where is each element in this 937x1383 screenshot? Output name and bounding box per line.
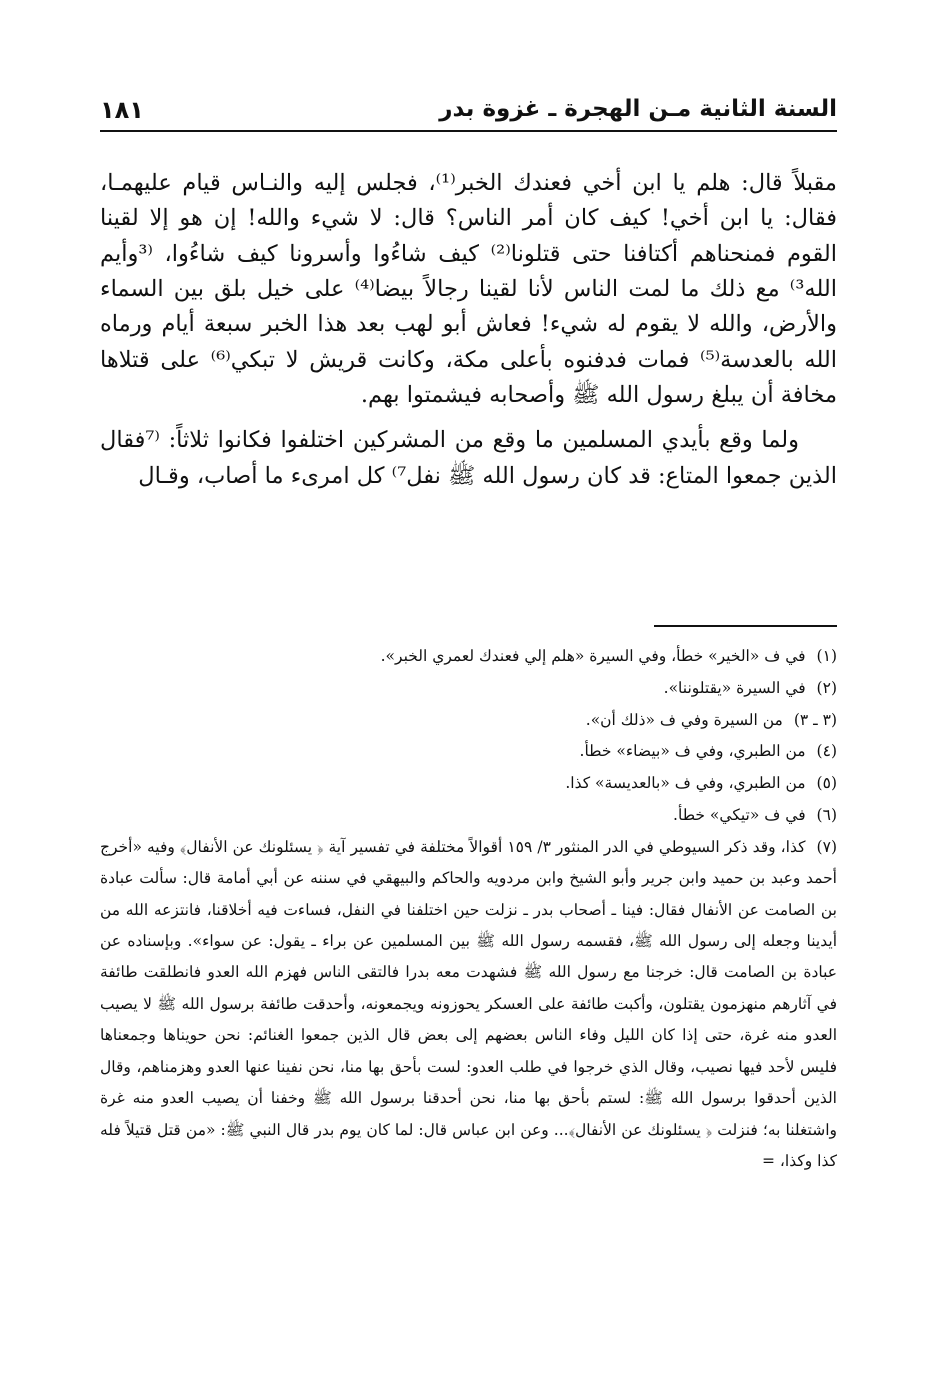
footnote-number: (٤) [816,742,837,761]
running-header [100,96,837,130]
header-divider [100,130,837,132]
footnote [100,800,837,832]
page-number: ١٨١ [100,96,144,124]
chapter-title: السنة الثانية مـن الهجرة ـ غزوة بدر [439,96,837,122]
footnote [100,832,837,1178]
footnote [100,705,837,737]
footnote-text: من الطبري، وفي ف «بالعديسة» كذا. [565,774,806,793]
main-text [100,166,837,494]
footnote-text: في ف «الخير» خطأ، وفي السيرة «هلم إلي فعندك لعمري الخبر». [380,647,806,665]
footnotes [100,641,837,1178]
footnote [100,673,837,705]
footnote-text: من الطبري، وفي ف «بيضاء» خطأ. [579,742,806,761]
paragraph: مقبلاً قال: هلم يا ابن أخي فعندك الخبر⁽¹⁾، فجلس إليه والنـاس قيام عليهمـا، فقال: يا ابن أخي! كيف كان أمر الناس؟ قال: لا شيء والله! إن هو إلا لقينا القوم فمنحناهم أكتافنا حتى قتلونا⁽²⁾ كيف شاءُوا وأسرونا كيف شاءُوا، ⁽³وأيم الله³⁾ مع ذلك ما لمت الناس لأنا لقينا رجالاً بيضا⁽⁴⁾ على خيل بلق بين السماء والأرض، والله لا يقوم له شيء! فعاش أبو لهب بعد هذا الخبر سبعة أيام ورماه الله بالعدسة⁽⁵⁾ فمات فدفنوه بأعلى مكة، وكانت قريش لا تبكي⁽⁶⁾ على قتلاها مخافة أن يبلغ رسول الله ﷺ وأصحابه فيشمتوا بهم. [100,170,838,408]
footnote-number: (٦) [816,805,837,824]
footnote-number: (٧) [816,837,837,856]
footnote [100,736,837,768]
footnote-text: في ف «تيكي» خطأ. [673,805,806,824]
footnote-number: (٢) [816,678,837,697]
paragraph: ولما وقع بأيدي المسلمين ما وقع من المشركين اختلفوا فكانوا ثلاثاً: ⁽⁷فقال الذين جمعوا المتاع: قد كان رسول الله ﷺ نفل⁷⁾ كل امرىء ما أصاب، وقـال [100,427,837,489]
footnote-text: في السيرة «يقتلوننا». [663,678,806,697]
footnote-number: (١) [816,647,837,665]
footnote-text: من السيرة وفي ف «ذلك أن». [585,710,783,729]
footnote-number: (٣ ـ ٣) [793,710,837,729]
footnote-number: (٥) [816,774,837,793]
footnote-divider [654,625,837,627]
footnote [100,641,837,673]
footnote [100,768,837,800]
footnote-text: كذا، وقد ذكر السيوطي في الدر المنثور ٣/ ١٥٩ أقوالاً مختلفة في تفسير آية ﴿ يسئلونك عن الأنفال﴾ وفيه «أخرج أحمد وعبد بن حميد وابن جرير وأبو الشيخ وابن مردويه والحاكم والبيهقي في سننه عن أبي أمامة قال: سألت عبادة بن الصامت عن الأنفال فقال: فينا ـ أصحاب بدر ـ نزلت حين اختلفنا في النفل، فساءت فيه أخلاقنا، فانتزعه الله من أيدينا وجعله إلى رسول الله ﷺ، فقسمه رسول الله ﷺ بين المسلمين عن براء ـ يقول: عن سواء». وبإسناده عن عبادة بن الصامت قال: خرجنا مع رسول الله ﷺ فشهدت معه بدرا فالتقى الناس فهزم الله العدو فانطلقت طائفة في آثارهم منهزمون يقتلون، وأكبت طائفة على العسكر يحوزونه ويجمعونه، وأحدقت طائفة برسول الله ﷺ لا يصيب العدو منه غرة، حتى إذا كان الليل وفاء الناس بعضهم إلى بعض قال الذين جمعوا الغنائم: نحن حويناها وجمعناها فليس لأحد فيها نصيب، وقال الذي خرجوا في طلب العدو: لست بأحق بها منا، نحن نفينا عنها العدو وهزمناهم، وقال الذين أحدقوا برسول الله ﷺ: لستم بأحق بها منا، نحن أحدقنا برسول الله ﷺ وخفنا أن يصيب العدو منه غرة واشتغلنا به؛ فنزلت ﴿ يسئلونك عن الأنفال﴾... وعن ابن عباس قال: لما كان يوم بدر قال النبي ﷺ: «من قتل قتيلاً فله كذا وكذا، = [100,837,837,1171]
